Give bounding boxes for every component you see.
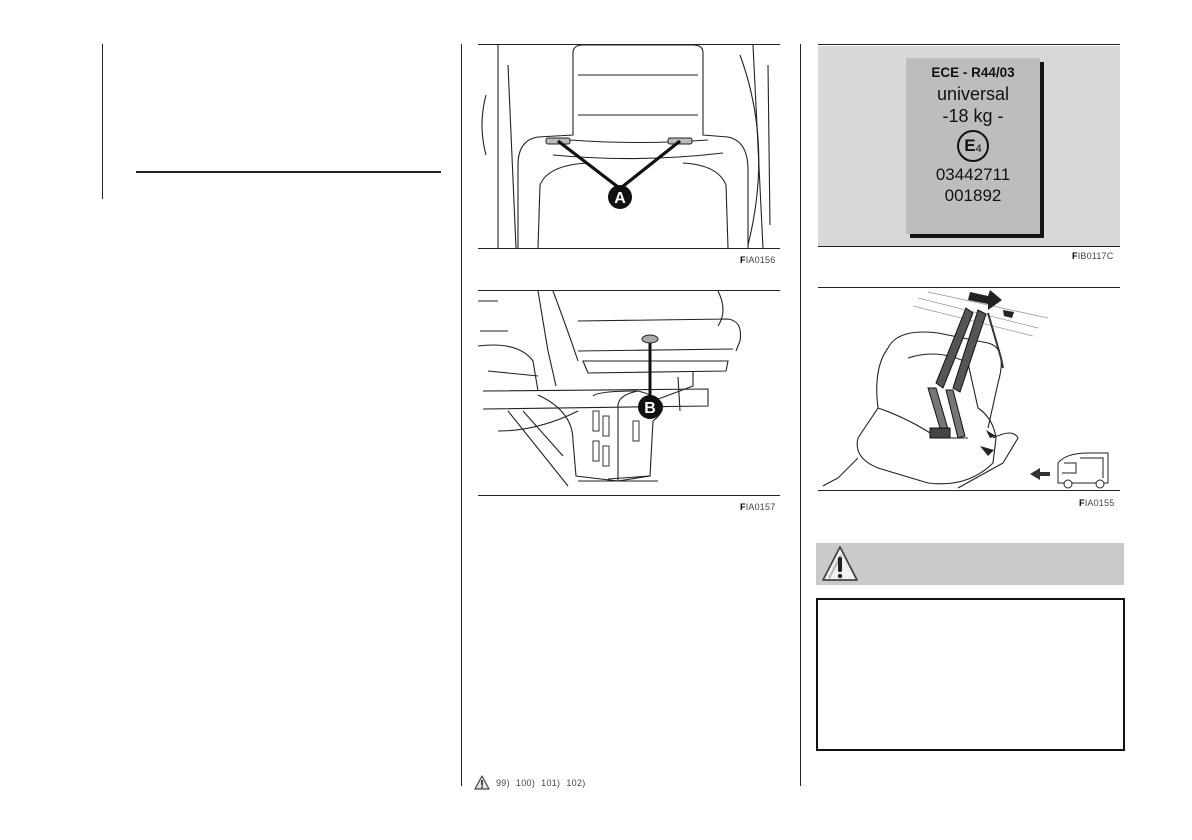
left-margin-rule xyxy=(102,44,103,199)
warning-triangle-icon xyxy=(820,544,860,584)
e-approval-mark: $E_4$ xyxy=(957,130,989,162)
ece-weight: -18 kg - xyxy=(942,106,1004,126)
ece-category: universal xyxy=(936,84,1010,104)
fig1-bottom-rule xyxy=(478,248,780,249)
warning-triangle-icon xyxy=(474,775,490,791)
figure-code-fig2: FIA0157 xyxy=(740,502,776,512)
callout-a: A xyxy=(614,190,626,207)
footer-note-ref[interactable]: 102) xyxy=(566,778,586,788)
figure-code-fig3: FIB0117C xyxy=(1072,251,1114,261)
left-section-rule xyxy=(136,171,441,173)
footer-note-ref[interactable]: 99) xyxy=(496,778,510,788)
figure-code-fig4: FIA0155 xyxy=(1079,498,1115,508)
ece-approval-number: 03442711 xyxy=(935,165,1011,184)
figure-seat-anchor-b xyxy=(478,291,780,495)
fig2-bottom-rule xyxy=(478,495,780,496)
figure-code-fig1: FIA0156 xyxy=(740,255,776,265)
footer-notes xyxy=(474,775,586,791)
column-divider-1 xyxy=(461,44,462,786)
figure-child-seat xyxy=(818,288,1120,490)
ece-serial-number: 001892 xyxy=(944,186,1002,205)
seat-underside-drawing xyxy=(478,291,780,495)
fig3-top-rule xyxy=(818,44,1120,45)
figure-seat-anchor-a xyxy=(478,45,780,248)
footer-note-ref[interactable]: 100) xyxy=(515,778,536,788)
warning-header xyxy=(816,543,1124,585)
fig4-bottom-rule xyxy=(818,490,1120,491)
warning-box xyxy=(816,598,1125,751)
callout-b: B xyxy=(644,400,656,417)
ece-approval-label xyxy=(906,58,1040,234)
fig3-bottom-rule xyxy=(818,246,1120,247)
child-seat-drawing xyxy=(818,288,1120,490)
column-divider-2 xyxy=(800,44,801,786)
seat-front-drawing xyxy=(478,45,780,248)
footer-note-ref[interactable]: 101) xyxy=(541,778,561,788)
ece-regulation: ECE - R44/03 xyxy=(931,65,1015,80)
